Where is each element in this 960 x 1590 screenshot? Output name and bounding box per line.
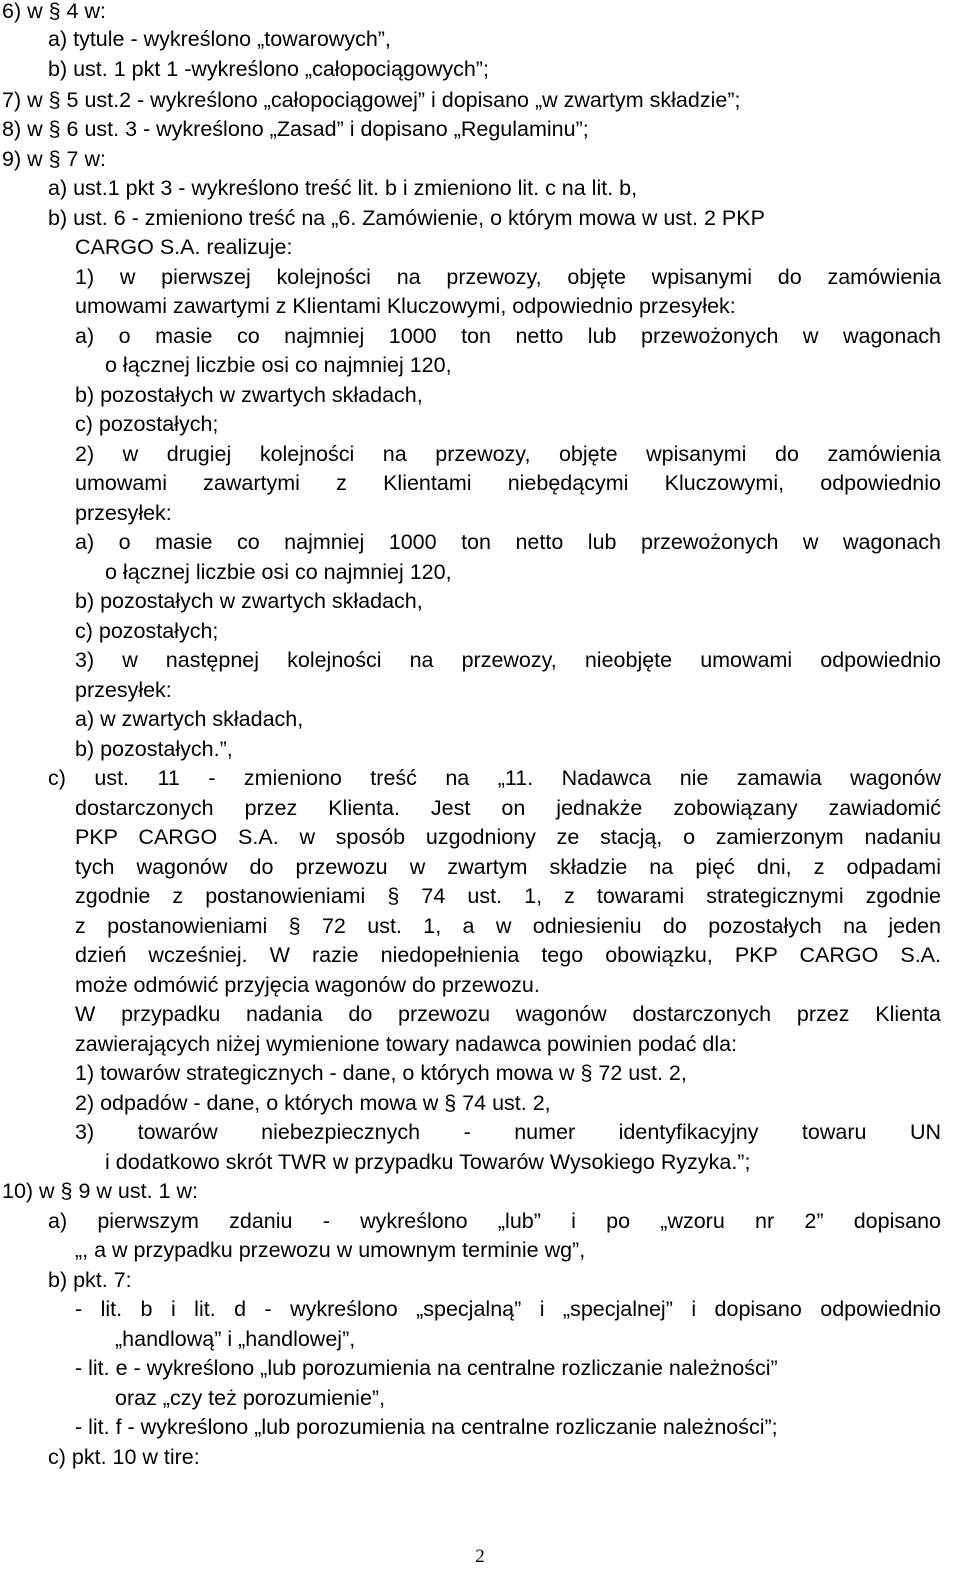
text-line: 9) w § 7 w: xyxy=(2,147,106,171)
text-line: a) o masie co najmniej 1000 ton netto lub przewożonych w wagonach xyxy=(75,324,941,348)
text-line: przesyłek: xyxy=(75,501,172,525)
text-line: a) pierwszym zdaniu - wykreślono „lub” i po „wzoru nr 2” dopisano xyxy=(48,1209,941,1233)
text-line: - lit. e - wykreślono „lub porozumienia na centralne rozliczanie należności” xyxy=(75,1356,778,1380)
text-line: b) pozostałych.”, xyxy=(75,737,233,761)
text-line: przesyłek: xyxy=(75,678,172,702)
text-line: b) ust. 1 pkt 1 -wykreślono „całopociągowych”; xyxy=(48,57,489,81)
text-line: b) pozostałych w zwartych składach, xyxy=(75,589,423,613)
text-line: a) ust.1 pkt 3 - wykreślono treść lit. b i zmieniono lit. c na lit. b, xyxy=(48,176,638,200)
text-line: - lit. b i lit. d - wykreślono „specjalną” i „specjalnej” i dopisano odpowiednio xyxy=(75,1297,941,1321)
text-line: 6) w § 4 w: xyxy=(2,0,106,23)
text-line: 1) towarów strategicznych - dane, o których mowa w § 72 ust. 2, xyxy=(75,1061,687,1085)
page-number: 2 xyxy=(475,1546,485,1567)
text-line: - lit. f - wykreślono „lub porozumienia na centralne rozliczanie należności”; xyxy=(75,1415,778,1439)
text-line: 3) w następnej kolejności na przewozy, nieobjęte umowami odpowiednio xyxy=(75,648,941,672)
text-line: b) pkt. 7: xyxy=(48,1268,132,1292)
text-line: o łącznej liczbie osi co najmniej 120, xyxy=(105,560,452,584)
text-line: 2) w drugiej kolejności na przewozy, objęte wpisanymi do zamówienia xyxy=(75,442,941,466)
text-line: zgodnie z postanowieniami § 74 ust. 1, z towarami strategicznymi zgodnie xyxy=(75,884,941,908)
text-line: b) pozostałych w zwartych składach, xyxy=(75,383,423,407)
text-line: W przypadku nadania do przewozu wagonów dostarczonych przez Klienta xyxy=(75,1002,941,1026)
text-line: c) pkt. 10 w tire: xyxy=(48,1445,200,1469)
text-line: a) w zwartych składach, xyxy=(75,707,304,731)
text-line: 7) w § 5 ust.2 - wykreślono „całopociągowej” i dopisano „w zwartym składzie”; xyxy=(2,88,741,112)
text-line: z postanowieniami § 72 ust. 1, a w odniesieniu do pozostałych na jeden xyxy=(75,914,941,938)
text-line: dzień wcześniej. W razie niedopełnienia tego obowiązku, PKP CARGO S.A. xyxy=(75,943,941,967)
text-line: a) o masie co najmniej 1000 ton netto lub przewożonych w wagonach xyxy=(75,530,941,554)
text-line: 8) w § 6 ust. 3 - wykreślono „Zasad” i dopisano „Regulaminu”; xyxy=(2,117,589,141)
text-line: CARGO S.A. realizuje: xyxy=(75,235,293,259)
text-line: c) pozostałych; xyxy=(75,412,219,436)
text-line: PKP CARGO S.A. w sposób uzgodniony ze stacją, o zamierzonym nadaniu xyxy=(75,825,941,849)
text-line: b) ust. 6 - zmieniono treść na „6. Zamówienie, o którym mowa w ust. 2 PKP xyxy=(48,206,765,230)
text-line: 10) w § 9 w ust. 1 w: xyxy=(2,1179,198,1203)
text-line: „, a w przypadku przewozu w umownym terminie wg”, xyxy=(75,1238,586,1262)
text-line: a) tytule - wykreślono „towarowych”, xyxy=(48,27,391,51)
text-line: i dodatkowo skrót TWR w przypadku Towarów Wysokiego Ryzyka.”; xyxy=(105,1150,751,1174)
text-line: dostarczonych przez Klienta. Jest on jednakże zobowiązany zawiadomić xyxy=(75,796,941,820)
text-line: oraz „czy też porozumienie”, xyxy=(115,1386,386,1410)
text-line: 1) w pierwszej kolejności na przewozy, objęte wpisanymi do zamówienia xyxy=(75,265,941,289)
text-line: zawierających niżej wymienione towary nadawca powinien podać dla: xyxy=(75,1032,738,1056)
text-line: może odmówić przyjęcia wagonów do przewozu. xyxy=(75,973,540,997)
text-line: umowami zawartymi z Klientami niebędącymi Kluczowymi, odpowiednio xyxy=(75,471,941,495)
text-line: 2) odpadów - dane, o których mowa w § 74 ust. 2, xyxy=(75,1091,551,1115)
text-line: 3) towarów niebezpiecznych - numer identyfikacyjny towaru UN xyxy=(75,1120,941,1144)
text-line: c) ust. 11 - zmieniono treść na „11. Nadawca nie zamawia wagonów xyxy=(48,766,941,790)
text-line: umowami zawartymi z Klientami Kluczowymi, odpowiednio przesyłek: xyxy=(75,294,736,318)
text-line: c) pozostałych; xyxy=(75,619,219,643)
text-line: o łącznej liczbie osi co najmniej 120, xyxy=(105,353,452,377)
text-line: „handlową” i „handlowej”, xyxy=(115,1327,356,1351)
text-line: tych wagonów do przewozu w zwartym składzie na pięć dni, z odpadami xyxy=(75,855,941,879)
